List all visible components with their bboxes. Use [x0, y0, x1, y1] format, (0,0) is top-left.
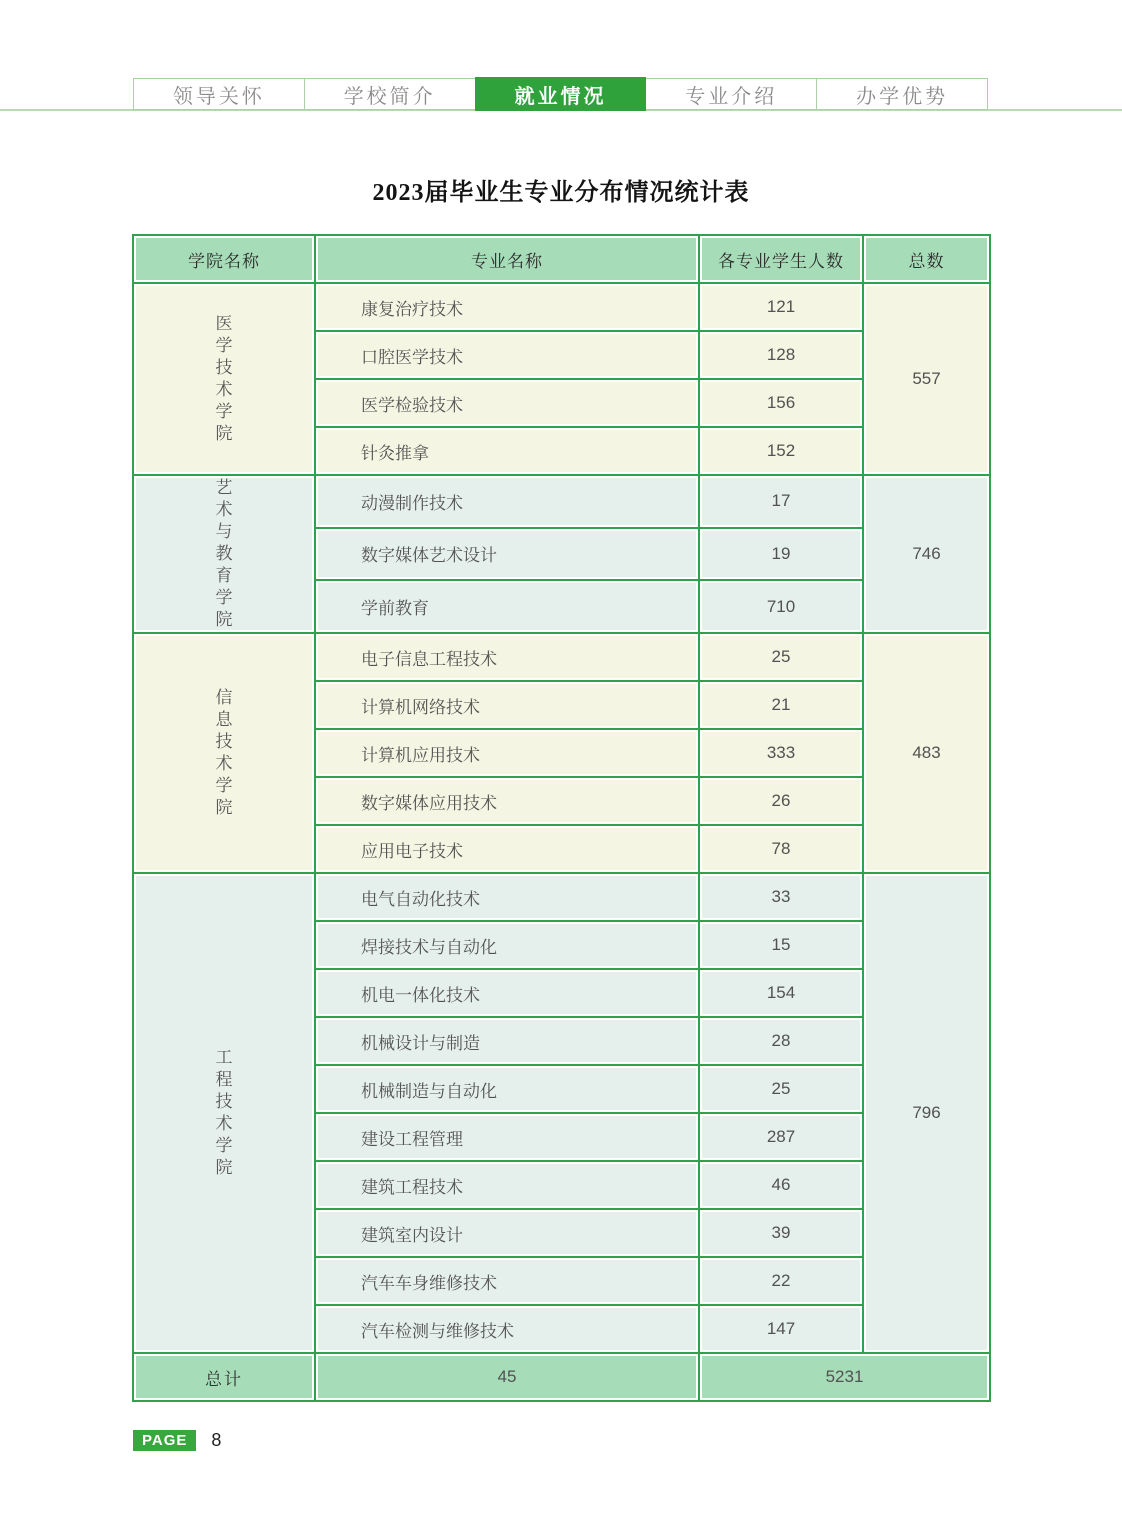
major-name-cell: 焊接技术与自动化: [315, 921, 699, 969]
nav-tab-3-active: 就业情况: [475, 77, 647, 111]
nav-tab-2: 学校简介: [304, 78, 476, 110]
summary-label-cell: 总计: [133, 1353, 315, 1401]
nav-tab-5: 办学优势: [816, 78, 988, 110]
table-header: [133, 235, 990, 283]
column-header: 学院名称: [133, 235, 315, 283]
table-row: [133, 283, 990, 331]
student-count-cell: 147: [699, 1305, 863, 1353]
student-count-cell: 156: [699, 379, 863, 427]
student-count-cell: 33: [699, 873, 863, 921]
college-name-cell: [133, 873, 315, 1353]
student-count-cell: 25: [699, 1065, 863, 1113]
student-count-cell: 128: [699, 331, 863, 379]
page-title: 2023届毕业生专业分布情况统计表: [372, 180, 750, 206]
table-row: [133, 475, 990, 528]
college-name-vertical-text: 工程技术学院: [215, 1048, 233, 1177]
student-count-cell: 15: [699, 921, 863, 969]
table-body: [133, 283, 990, 1401]
student-count-cell: 21: [699, 681, 863, 729]
major-name-cell: 学前教育: [315, 580, 699, 633]
student-count-cell: 78: [699, 825, 863, 873]
page-footer: [133, 1430, 221, 1451]
nav-tab-4: 专业介绍: [645, 78, 817, 110]
major-name-cell: 机械设计与制造: [315, 1017, 699, 1065]
major-name-cell: 机械制造与自动化: [315, 1065, 699, 1113]
summary-row: [133, 1353, 990, 1401]
major-name-cell: 汽车检测与维修技术: [315, 1305, 699, 1353]
major-name-cell: 建设工程管理: [315, 1113, 699, 1161]
major-name-cell: 计算机应用技术: [315, 729, 699, 777]
nav-tab-1: 领导关怀: [133, 78, 305, 110]
student-count-cell: 22: [699, 1257, 863, 1305]
major-name-cell: 应用电子技术: [315, 825, 699, 873]
major-name-cell: 口腔医学技术: [315, 331, 699, 379]
table-header-row: [133, 235, 990, 283]
major-name-cell: 动漫制作技术: [315, 475, 699, 528]
table-row: [133, 633, 990, 681]
column-header: 各专业学生人数: [699, 235, 863, 283]
summary-major-total-cell: 45: [315, 1353, 699, 1401]
graduate-distribution-table: [132, 234, 991, 1402]
student-count-cell: 26: [699, 777, 863, 825]
student-count-cell: 710: [699, 580, 863, 633]
student-count-cell: 19: [699, 528, 863, 581]
college-name-cell: [133, 633, 315, 873]
college-name-vertical-text: 艺术与教育学院: [215, 478, 233, 629]
major-name-cell: 汽车车身维修技术: [315, 1257, 699, 1305]
page-badge: PAGE: [133, 1430, 196, 1451]
column-header: 总数: [863, 235, 990, 283]
student-count-cell: 28: [699, 1017, 863, 1065]
major-name-cell: 电气自动化技术: [315, 873, 699, 921]
student-count-cell: 287: [699, 1113, 863, 1161]
college-total-cell: 796: [863, 873, 990, 1353]
major-name-cell: 建筑工程技术: [315, 1161, 699, 1209]
column-header: 专业名称: [315, 235, 699, 283]
student-count-cell: 152: [699, 427, 863, 475]
major-name-cell: 电子信息工程技术: [315, 633, 699, 681]
tab-bar: [133, 78, 988, 114]
college-name-cell: [133, 475, 315, 633]
student-count-cell: 154: [699, 969, 863, 1017]
student-count-cell: 17: [699, 475, 863, 528]
college-name-cell: [133, 283, 315, 475]
major-name-cell: 康复治疗技术: [315, 283, 699, 331]
college-name-vertical-text: 信息技术学院: [215, 688, 233, 817]
summary-student-total-cell: 5231: [699, 1353, 990, 1401]
college-name-vertical-text: 医学技术学院: [215, 314, 233, 443]
college-total-cell: 557: [863, 283, 990, 475]
student-count-cell: 39: [699, 1209, 863, 1257]
college-total-cell: 483: [863, 633, 990, 873]
page-number: 8: [211, 1430, 222, 1450]
table-row: [133, 873, 990, 921]
student-count-cell: 25: [699, 633, 863, 681]
major-name-cell: 针灸推拿: [315, 427, 699, 475]
major-name-cell: 建筑室内设计: [315, 1209, 699, 1257]
major-name-cell: 计算机网络技术: [315, 681, 699, 729]
major-name-cell: 医学检验技术: [315, 379, 699, 427]
student-count-cell: 333: [699, 729, 863, 777]
student-count-cell: 121: [699, 283, 863, 331]
college-total-cell: 746: [863, 475, 990, 633]
student-count-cell: 46: [699, 1161, 863, 1209]
major-name-cell: 数字媒体艺术设计: [315, 528, 699, 581]
major-name-cell: 数字媒体应用技术: [315, 777, 699, 825]
major-name-cell: 机电一体化技术: [315, 969, 699, 1017]
